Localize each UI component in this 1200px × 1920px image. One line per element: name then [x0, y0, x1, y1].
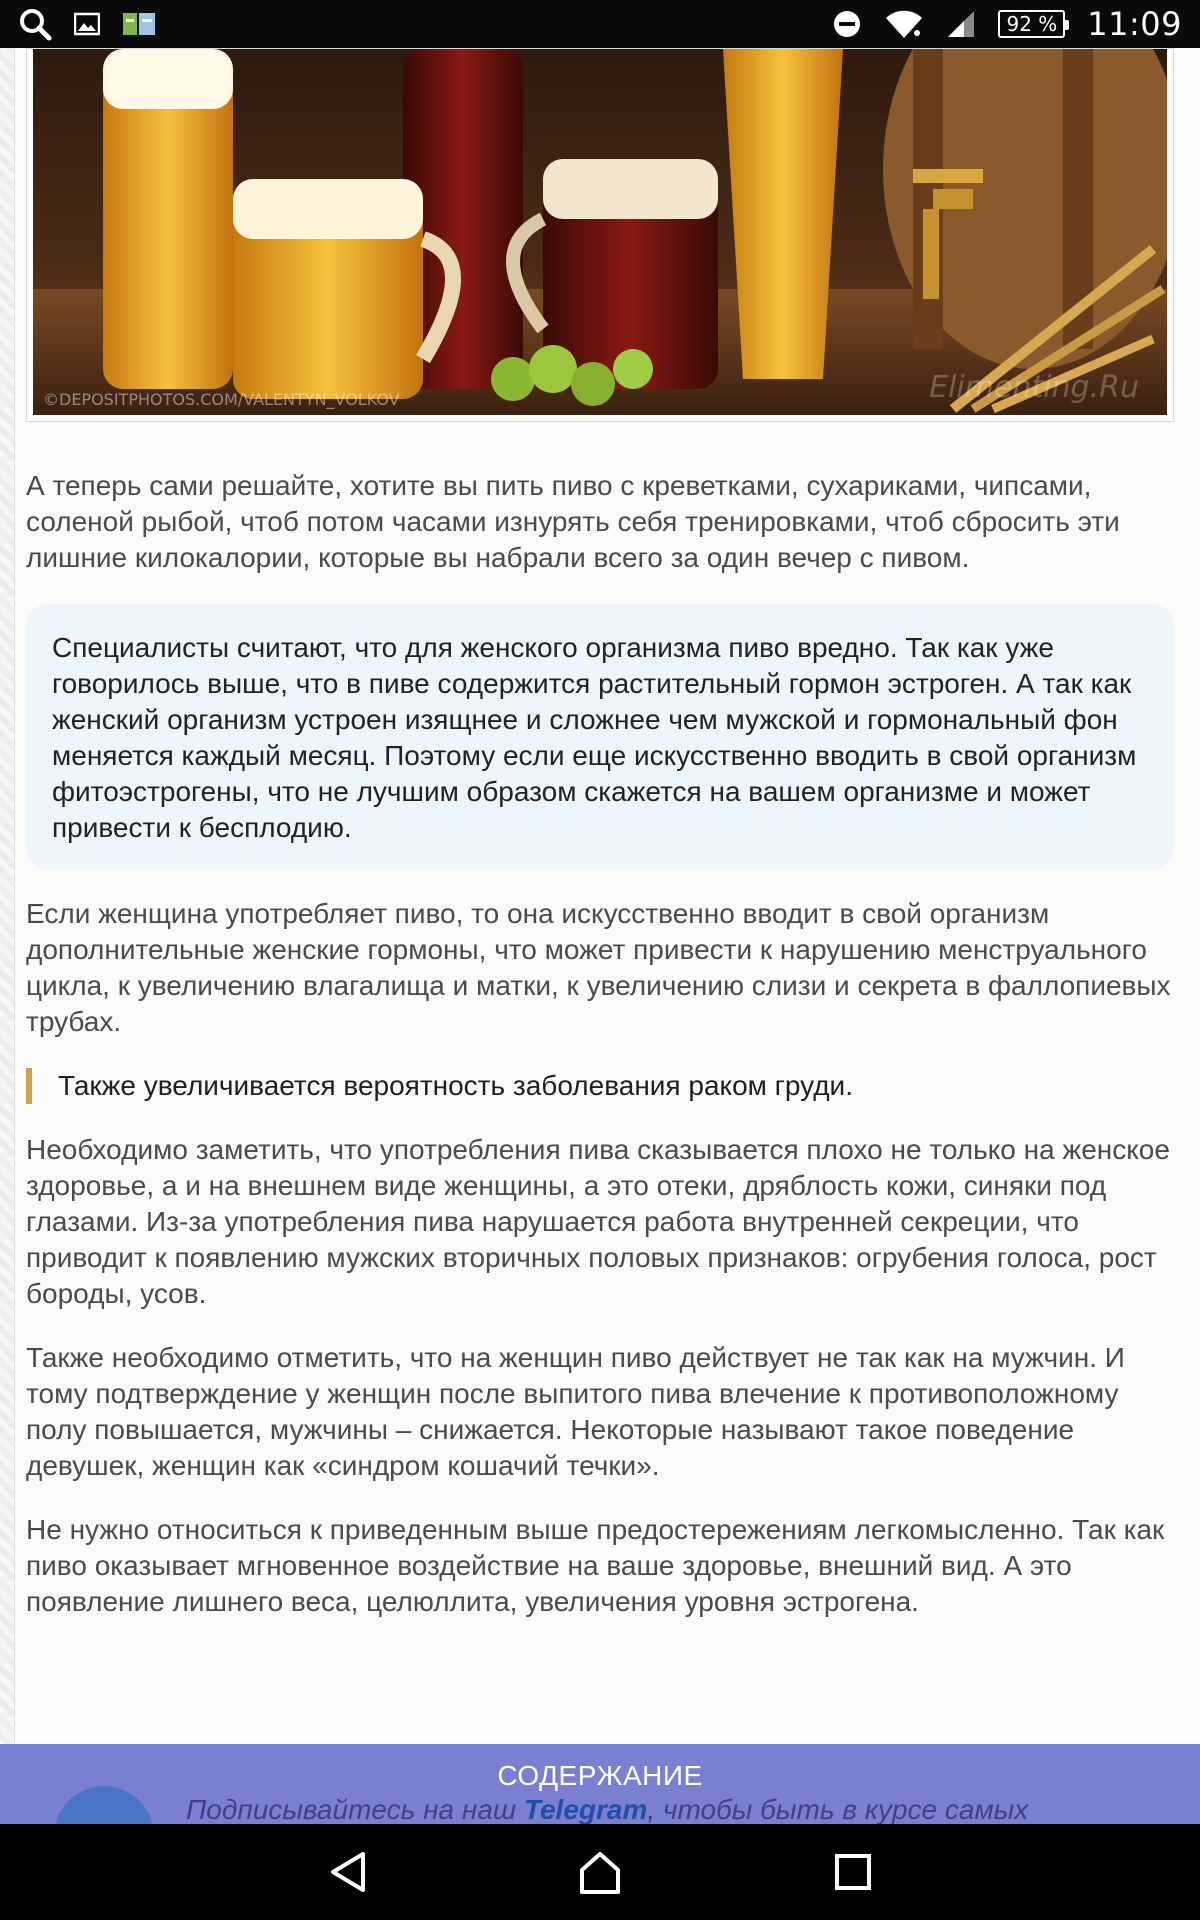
image-watermark-site: Elimenting.Ru: [929, 370, 1139, 405]
battery-icon: 92 %: [998, 10, 1065, 38]
wifi-icon: [884, 8, 924, 40]
highlight-quote: Также увеличивается вероятность заболевания раком груди.: [26, 1068, 1176, 1104]
contents-bar[interactable]: [0, 1744, 1200, 1824]
back-icon: [327, 1850, 367, 1894]
signal-icon: [946, 9, 976, 39]
telegram-link[interactable]: Telegram: [523, 1794, 648, 1824]
paragraph-5: Не нужно относиться к приведенным выше предостережениям легкомысленно. Так как пиво оказывает мгновенное воздействие на ваше здоровье, внешний вид. А это появление лишнего веса, целюллита, увеличения уровня эстрогена.: [26, 1514, 1165, 1617]
paragraph-4: Также необходимо отметить, что на женщин пиво действует не так как на мужчин. И тому подтверждение у женщин после выпитого пива влечение к противоположному полу повышается, мужчины – снижается. Некоторые называют такое поведение девушек, женщин как «синдром кошачий течки».: [26, 1342, 1125, 1481]
recents-icon: [833, 1852, 873, 1892]
home-icon: [576, 1850, 624, 1894]
callout-text: Специалисты считают, что для женского организма пиво вредно. Так как уже говорилось выше, что в пиве содержится растительный гормон эстроген. А так как женский организм устроен изящнее и сложнее чем мужской и гормональный фон меняется каждый месяц. Поэтому если еще искусственно вводить в свой организм фитоэстрогены, что не лучшим образом скажется на вашем организме и может привести к бесплодию.: [52, 632, 1137, 843]
article-page[interactable]: [0, 48, 1200, 1824]
callout-box: [26, 604, 1174, 870]
paragraph-1: А теперь сами решайте, хотите вы пить пиво с креветками, сухариками, чипсами, соленой рыбой, чтоб потом часами изнурять себя тренировками, чтоб сбросить эти лишние килокалории, которые вы набрали всего за один вечер с пивом.: [26, 470, 1120, 573]
recents-button[interactable]: [817, 1836, 889, 1908]
clock: 11:09: [1087, 5, 1182, 43]
contents-button[interactable]: СОДЕРЖАНИЕ: [497, 1760, 703, 1791]
status-bar-right: [832, 5, 1182, 43]
telegram-promo: [186, 1794, 1028, 1824]
beer-glasses-image: [33, 49, 1167, 415]
hero-image-frame: [26, 48, 1174, 422]
telegram-promo-suffix: , чтобы быть в курсе самых: [647, 1794, 1029, 1824]
article-body: [26, 468, 1176, 1648]
gallery-icon: [74, 11, 100, 37]
home-button[interactable]: [564, 1836, 636, 1908]
search-icon: [18, 7, 52, 41]
telegram-promo-prefix: Подписывайтесь на наш: [186, 1794, 524, 1824]
navigation-bar: [0, 1824, 1200, 1920]
paragraph-3: Необходимо заметить, что употребления пива сказывается плохо не только на женское здоровье, а и на внешнем виде женщины, а это отеки, дряблость кожи, синяки под глазами. Из-за употребления пива нарушается работа внутренней секреции, что приводит к появлению мужских вторичных половых признаков: огрубения голоса, рост бороды, усов.: [26, 1134, 1170, 1309]
do-not-disturb-icon: [832, 9, 862, 39]
beer-illustration: [33, 49, 1167, 415]
image-watermark: ©DEPOSITPHOTOS.COM/VALENTYN_VOLKOV: [43, 390, 400, 409]
app-icon: [122, 11, 156, 37]
paragraph-2: Если женщина употребляет пиво, то она искусственно вводит в свой организм дополнительные женские гормоны, что может привести к нарушению менструального цикла, к увеличению влагалища и матки, к увеличению слизи и секрета в фаллопиевых трубах.: [26, 898, 1171, 1037]
status-bar: [0, 0, 1200, 48]
status-bar-left: [18, 7, 156, 41]
back-button[interactable]: [311, 1836, 383, 1908]
